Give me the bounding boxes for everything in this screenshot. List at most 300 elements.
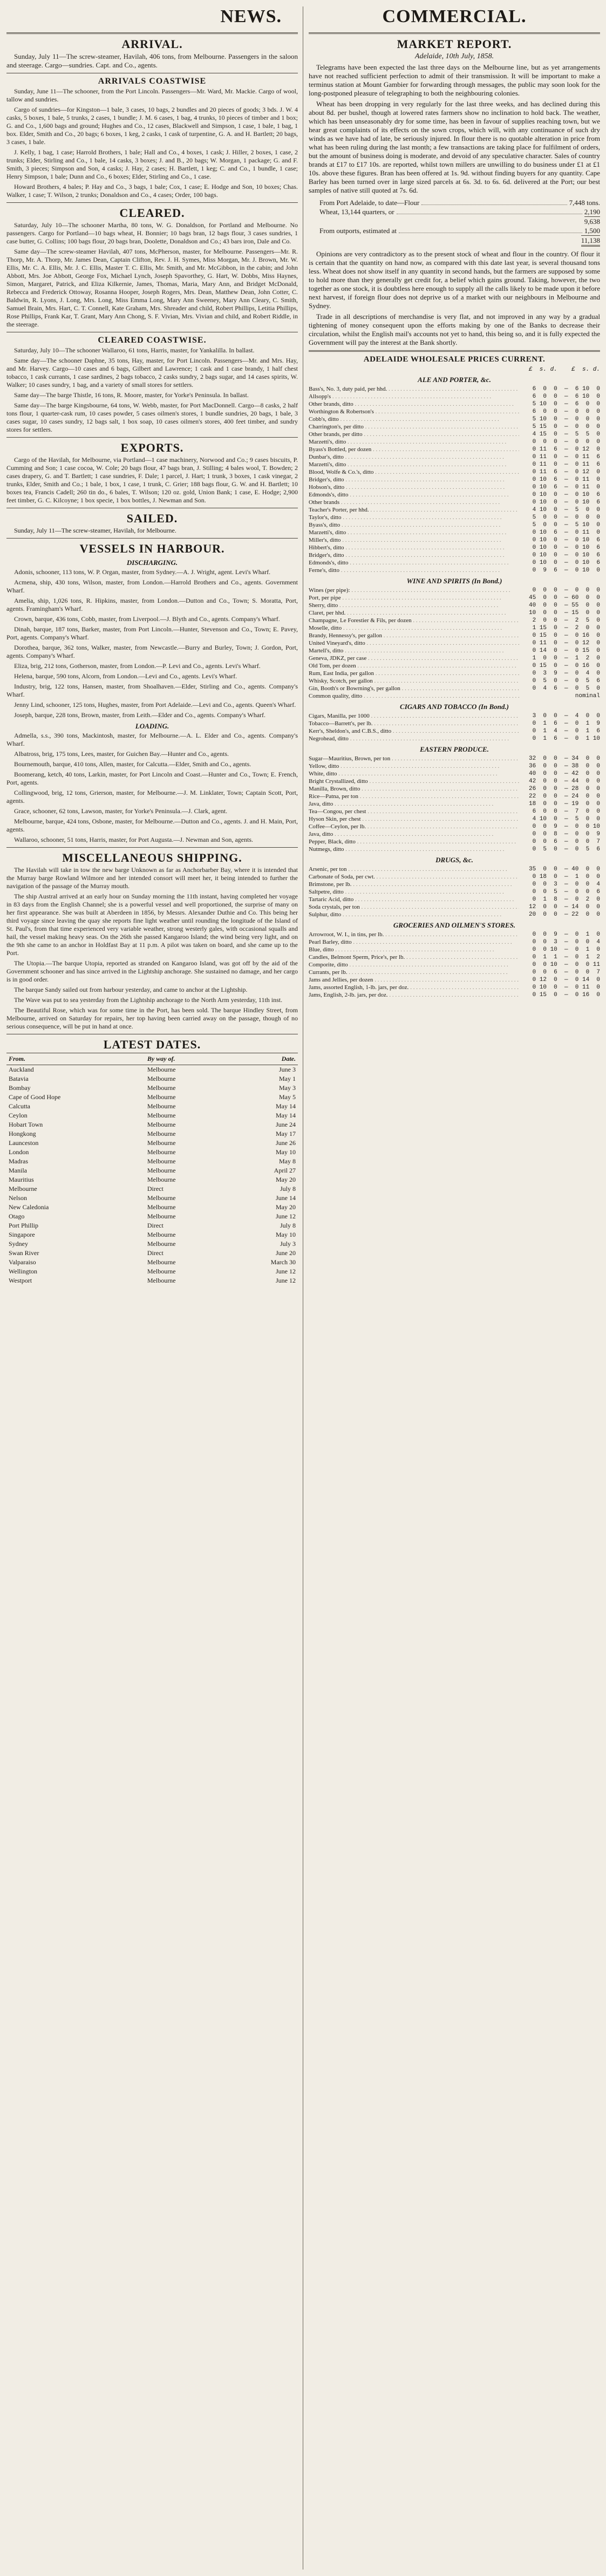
- price-item: United Vineyard's, ditto . . .: [309, 639, 519, 647]
- price-value: 0 10 0 — 0 10 6: [532, 544, 600, 551]
- price-item: Martell's, ditto . . .: [309, 647, 519, 655]
- exports-summary: [319, 198, 600, 247]
- commercial-column: [309, 5, 600, 2571]
- price-value: 0 12 0 — 0 14 0: [532, 977, 600, 983]
- price-value: 0 0 8 — 0 0 9: [532, 831, 600, 837]
- latest-dates-cell-from: Calcutta: [9, 1102, 30, 1110]
- price-value: 12 0 0 — 14 0 0: [528, 904, 600, 910]
- latest-dates-cell-from: Cape of Good Hope: [9, 1093, 61, 1101]
- latest-dates-cell-from: Swan River: [9, 1249, 39, 1257]
- price-value: 0 0 0 — 0 0 0: [532, 587, 600, 594]
- price-row: [309, 647, 600, 655]
- price-value: 0 10 6 — 0 11 0: [532, 529, 600, 536]
- latest-dates-cell-from: Bombay: [9, 1084, 31, 1092]
- arrivals-coastwise-heading: ARRIVALS COASTWISE: [98, 77, 207, 86]
- price-item: Other brands, ditto . . .: [309, 400, 519, 408]
- price-row: [309, 446, 600, 453]
- price-value: 0 3 9 — 0 4 0: [532, 670, 600, 677]
- latest-dates-cell-from: Otago: [9, 1212, 25, 1220]
- price-item: Gin, Booth's or Bowrning's, per gallon . . .: [309, 685, 519, 692]
- latest-dates-row: [6, 1166, 298, 1175]
- latest-dates-row: [6, 1065, 298, 1075]
- latest-dates-cell-date: May 20: [276, 1203, 296, 1211]
- price-row: [309, 587, 600, 594]
- latest-dates-cell-by-way: Direct: [147, 1185, 164, 1192]
- price-value: 3 0 0 — 4 0 0: [532, 713, 600, 719]
- price-item: Bridger's, ditto . . .: [309, 551, 519, 559]
- latest-dates-cell-date: July 3: [280, 1240, 296, 1248]
- price-row: [309, 903, 600, 911]
- latest-dates-cell-by-way: Melbourne: [147, 1231, 176, 1238]
- price-row: [309, 567, 600, 574]
- price-item: Byass's Bottled, per dozen . . .: [309, 446, 519, 453]
- price-item: Common quality, ditto . . .: [309, 692, 519, 700]
- latest-dates-cell-date: May 10: [276, 1148, 296, 1156]
- price-row: [309, 755, 600, 762]
- price-value: 0 1 6 — 0 1 10: [532, 735, 600, 742]
- price-item: Negrohead, ditto . . .: [309, 735, 519, 742]
- price-item: Miller's, ditto . . .: [309, 536, 519, 544]
- price-row: [309, 453, 600, 461]
- cleared-text: Saturday, July 10—The schooner Martha, 80 tons, W. G. Donaldson, for Portland and Melbourne. No passengers. Cargo for Portland—10 bags wheat, H. Bonnier; 10 bags bran, 12 bags flour, 3 cases sundries, 1 case butter, G. Collins; 100 bags flour, 20 bags bran, Doolette, Donaldson and Co.; 43 bars iron, Dale and Co. Same day—The screw-steamer Havilah, 407 tons, McPherson, master, for Melbourne. Passengers—Mr. R. Thorp, Mr. A. Thorp, Mr. James Dean, Captain Clifton, Rev. J. H. Symes, Miss Morgan, Mr. J. Brown, Mr. W. Ellis, Mr. C. A. Ellis, Mr. J. C. Ellis, Master T. C. Ellis, Mr. Smith, and Mr. McGibbon, in the cabin; and John Abbott, Mrs. Joe Abbott, George Fox, Michael Lynch, Joseph Spavorthey, G. Hart, W. Dobbs, Miss Haynes, Simon, Margaret, Patrick, and Eliza Kilkernie, James, Thomas, Maria, Mary Ann, and Bridget McDonald, Rebecca and Frederick Ottoway, Rosanna Hooper, Joseph Rogers, Mrs. Dean, Matthew Dean, John Cotter, C. Baldwin, R. Lyons, J. Long, Mrs. Long, Miss Emma Long, Mary Ann Sweeney, Mary Ann Cleary, C. Smith, Samuel Brain, Mrs. Hart, C. T. Connell, Kate Graham, Mrs. Shreader and child, Robert Phillips, Letitia Phillips, Rose Phillips, Frank Kar, T. Grant, Mary Ann Chong, S. F. Vivian, Mrs. Vivian and child, and Robert Riddle, in the steerage.: [6, 221, 298, 328]
- price-value: 4 10 0 — 5 0 0: [532, 816, 600, 822]
- price-row: [309, 655, 600, 662]
- price-value: 22 0 0 — 24 0 0: [528, 793, 600, 800]
- price-item: Marzetti's, ditto . . .: [309, 529, 519, 536]
- price-row: [309, 712, 600, 720]
- price-value: 0 18 0 — 1 0 0: [532, 874, 600, 880]
- price-row: [309, 873, 600, 881]
- price-item: Kerr's, Sheldon's, and C.B.S., ditto . . .: [309, 727, 519, 735]
- latest-dates-cell-by-way: Melbourne: [147, 1148, 176, 1156]
- market-report-heading: MARKET REPORT.: [397, 37, 512, 51]
- price-item: Bridger's, ditto . . .: [309, 476, 519, 483]
- summary-line-wheat: Wheat, 13,144 quarters, or 2,190: [319, 208, 600, 216]
- price-row: [309, 961, 600, 969]
- price-item: Other brands . . .: [309, 499, 519, 506]
- price-row: [309, 423, 600, 431]
- price-item: Brimstone, per lb. . . .: [309, 881, 519, 888]
- lsd-column-header: £ s. d. £ s. d.: [528, 366, 600, 373]
- price-value: 26 0 0 — 28 0 0: [528, 786, 600, 792]
- market-paragraph: Wheat has been dropping in very regularly for the last three weeks, and has declined during this about 8d. per bushel, though at lowered rates farmers show no inclination to hold back. The weather, which has been unseasonably dry for some time, has been in favour of supplies reaching town, but we hear great complaints of its effects on the sown crops, which will, with any continuance of such dry winds as we have had of late, be seriously injured. In flour there is no quotable alteration in price from what has been ruling during the last month; a few transactions are taking place for fulfilment of orders, but the amount of business doing is moderate, and devoid of any speculative character. Sales of country brands at £17 to £17 10s. are reported, whilst town millers are unwilling to do business under £1 at £1 10s. above these figures. Bran has been offered at 1s. 9d. without finding buyers for any quantity. Cape Barley has been turned over in large sized parcels at 6s. 3d. to 6s. 6d. delivered at the Port; our best samples of native still quoted at 7s. 6d.: [309, 100, 600, 194]
- price-value: 40 0 0 — 55 0 0: [528, 602, 600, 609]
- price-row: [309, 888, 600, 896]
- price-row: [309, 544, 600, 551]
- latest-dates-row: [6, 1120, 298, 1129]
- price-row: [309, 881, 600, 888]
- price-item: Worthington & Robertson's . . .: [309, 408, 519, 415]
- price-value: 18 0 0 — 19 0 0: [528, 801, 600, 807]
- latest-dates-cell-by-way: Melbourne: [147, 1258, 176, 1266]
- latest-dates-cell-by-way: Melbourne: [147, 1240, 176, 1248]
- price-value: 6 0 0 — 0 0 0: [532, 408, 600, 415]
- latest-dates-row: [6, 1093, 298, 1102]
- col-from: From.: [6, 1053, 145, 1065]
- section-rule: [6, 202, 298, 203]
- price-item: Manilla, Brown, ditto . . .: [309, 785, 519, 793]
- price-value: 0 10 0 — 0 10 6: [532, 499, 600, 506]
- price-item: Taylor's, ditto . . .: [309, 514, 519, 521]
- latest-dates-cell-date: May 17: [276, 1130, 296, 1137]
- masthead-rule: [309, 32, 600, 34]
- price-item: Sulphur, ditto . . .: [309, 911, 519, 918]
- price-row: [309, 408, 600, 415]
- latest-dates-cell-from: Melbourne: [9, 1185, 37, 1192]
- price-sections: [309, 376, 600, 999]
- price-value: 10 0 0 — 15 0 0: [528, 610, 600, 616]
- price-value: 5 0 0 — 5 10 0: [532, 522, 600, 528]
- price-row: [309, 559, 600, 567]
- price-row: [309, 984, 600, 991]
- price-value: 0 10 0 — 0 10 6: [532, 560, 600, 566]
- price-row: [309, 514, 600, 521]
- latest-dates-cell-date: July 8: [280, 1185, 296, 1192]
- price-item: Bass's, No. 3, duty paid, per hhd. . . .: [309, 385, 519, 393]
- price-item: Java, ditto . . .: [309, 830, 519, 838]
- price-item: Marzetti's, ditto . . .: [309, 461, 519, 468]
- price-section-title: ALE AND PORTER, &c.: [418, 376, 491, 384]
- price-item: Jams, English, 2-lb. jars, per doz. . . .: [309, 991, 519, 999]
- price-item: Port, per pipe . . .: [309, 594, 519, 602]
- price-value: 0 0 9 — 0 1 0: [532, 931, 600, 938]
- latest-dates-row: [6, 1203, 298, 1212]
- price-item: Tobacco—Barrett's, per lb. . . .: [309, 720, 519, 727]
- price-value: 0 11 6 — 0 12 0: [532, 446, 600, 453]
- price-value: 5 10 0 — 6 0 0: [532, 401, 600, 407]
- price-row: [309, 838, 600, 846]
- price-item: Soda crystals, per ton . . .: [309, 903, 519, 911]
- cleared-coastwise-text: Saturday, July 10—The schooner Wallaroo, 61 tons, Harris, master, for Yankalilla. In ballast. Same day—The schooner Daphne, 35 tons, Hay, master, for Port Lincoln. Passengers—Mr. and Mrs. Hay, and Mr. Harvey. Cargo—10 cases and 6 bags, Gilbert and Lawrence; 1 cask and 1 case brandy, 1 half chest tobacco, 1 cask currants, 1 case sardines, 2 bags tobacco, 2 casks sundry, 2 bags sugar, and 14 cases spirits, W. Walker; 10 cases sundry, 1 bag, and a variety of small stores for settlers. Same day—The barge Thistle, 16 tons, R. Moore, master, for Yorke's Peninsula. In ballast. Same day—The barge Kingsbourne, 64 tons, W. Webb, master, for Port MacDonnell. Cargo—8 casks, 2 half tons flour, 1 quarter-cask rum, 10 cases powder, 5 cases oilmen's stores, 1 bundle sundries, 20 bags, 1 bale, 3 cases sugar, 10 cases sundry, 12 bags salt, 1 box soap, 10 cases oilmen's stores, 400 feet timber, and sundry stores for settlers.: [6, 346, 298, 433]
- price-value: nominal: [575, 693, 600, 699]
- latest-dates-row: [6, 1239, 298, 1249]
- price-value: 0 1 6 — 0 1 9: [532, 720, 600, 727]
- latest-dates-cell-from: Ceylon: [9, 1112, 28, 1119]
- latest-dates-row: [6, 1212, 298, 1221]
- price-value: 0 11 0 — 0 11 6: [532, 454, 600, 460]
- price-section-title: DRUGS, &c.: [435, 856, 473, 864]
- price-item: Tartaric Acid, ditto . . .: [309, 896, 519, 903]
- price-item: Blood, Wolfe & Co.'s, ditto . . .: [309, 468, 519, 476]
- price-section-title: WINE AND SPIRITS (In Bond.): [406, 577, 502, 585]
- price-value: 0 1 4 — 0 1 6: [532, 728, 600, 734]
- price-row: [309, 506, 600, 514]
- price-row: [309, 438, 600, 446]
- price-item: Sugar—Mauritius, Brown, per ton . . .: [309, 755, 519, 762]
- latest-dates-cell-date: June 14: [276, 1194, 296, 1202]
- price-row: [309, 692, 600, 700]
- latest-dates-cell-date: June 20: [276, 1249, 296, 1257]
- latest-dates-cell-by-way: Melbourne: [147, 1157, 176, 1165]
- price-value: 0 10 0 — 0 10 6: [532, 552, 600, 558]
- shipping-column: [6, 5, 298, 2571]
- price-value: 6 0 0 — 6 10 0: [532, 386, 600, 392]
- price-row: [309, 431, 600, 438]
- latest-dates-cell-from: Batavia: [9, 1075, 29, 1082]
- price-item: Jams, assorted English, 1-lb. jars, per doz. . . .: [309, 984, 519, 991]
- price-value: 5 10 0 — 0 0 0: [532, 416, 600, 422]
- price-row: [309, 735, 600, 742]
- summary-line-outports: From outports, estimated at 1,500: [319, 227, 600, 235]
- price-item: Jams and Jellies, per dozen . . .: [309, 976, 519, 984]
- price-row: [309, 938, 600, 946]
- price-item: Arrowroot, W. I., in tins, per lb. . . .: [309, 931, 519, 938]
- price-row: [309, 609, 600, 617]
- price-value: 0 15 0 — 0 16 0: [532, 632, 600, 639]
- latest-dates-cell-date: June 12: [276, 1267, 296, 1275]
- price-value: 0 0 9 — 0 0 10: [532, 823, 600, 830]
- market-paragraph: Opinions are very contradictory as to the present stock of wheat and flour in the country. Of flour it is certain that the quantity on hand now, as compared with this date last year, is several thousand tons less. Wheat does not show itself in any quantity in second hands, but the farmers are supposed by some to hold more than they generally get credit for, a belief which gains ground. Taking, however, the two together as one stock, it is doubtless here enough to supply all the calls likely to be made upon it before next harvest, if foreign flour does not deprive us of a market with our neighbours in Melbourne and Sydney.: [309, 250, 600, 310]
- price-item: Tea—Congou, per chest . . .: [309, 808, 519, 815]
- latest-dates-cell-from: Valparaiso: [9, 1258, 36, 1266]
- price-row: [309, 529, 600, 536]
- price-row: [309, 594, 600, 602]
- price-value: 0 0 3 — 0 0 4: [532, 881, 600, 888]
- price-value: 4 10 0 — 5 0 0: [532, 507, 600, 513]
- latest-dates-cell-date: May 8: [279, 1157, 296, 1165]
- price-row: [309, 632, 600, 639]
- price-value: 0 15 0 — 0 16 0: [532, 992, 600, 998]
- price-value: 1 0 0 — 1 2 0: [532, 655, 600, 662]
- latest-dates-cell-by-way: Melbourne: [147, 1176, 176, 1183]
- price-item: Cobb's, ditto . . .: [309, 415, 519, 423]
- price-item: Bright Crystallized, ditto . . .: [309, 778, 519, 785]
- latest-dates-header-row: [6, 1053, 298, 1065]
- latest-dates-cell-from: Port Phillip: [9, 1222, 39, 1229]
- price-row: [309, 720, 600, 727]
- price-item: Allsopp's . . .: [309, 393, 519, 400]
- price-row: [309, 551, 600, 559]
- price-item: Geneva, JDKZ, per case . . .: [309, 655, 519, 662]
- market-report-dateline: Adelaide, 10th July, 1858.: [414, 52, 494, 60]
- latest-dates-cell-by-way: Melbourne: [147, 1112, 176, 1119]
- price-item: Byass's, ditto . . .: [309, 521, 519, 529]
- price-row: [309, 896, 600, 903]
- price-section-title: GROCERIES AND OILMEN'S STORES.: [393, 921, 516, 929]
- latest-dates-row: [6, 1111, 298, 1120]
- latest-dates-row: [6, 1129, 298, 1139]
- price-item: Dunbar's, ditto . . .: [309, 453, 519, 461]
- latest-dates-cell-date: May 10: [276, 1231, 296, 1238]
- misc-heading: MISCELLANEOUS SHIPPING.: [62, 851, 242, 864]
- price-row: [309, 521, 600, 529]
- price-value: 6 0 0 — 7 0 0: [532, 808, 600, 815]
- latest-dates-cell-by-way: Melbourne: [147, 1203, 176, 1211]
- price-row: [309, 461, 600, 468]
- price-row: [309, 483, 600, 491]
- price-row: [309, 991, 600, 999]
- col-by-way-of: By way of.: [145, 1053, 226, 1065]
- price-item: Hobson's, ditto . . .: [309, 483, 519, 491]
- section-rule: [309, 350, 600, 352]
- latest-dates-cell-by-way: Melbourne: [147, 1075, 176, 1082]
- price-value: 0 0 6 — 0 0 7: [532, 839, 600, 845]
- price-row: [309, 976, 600, 984]
- latest-dates-row: [6, 1276, 298, 1285]
- price-item: Arsenic, per ton . . .: [309, 866, 519, 873]
- price-row: [309, 639, 600, 647]
- section-rule: [6, 847, 298, 848]
- price-item: White, ditto . . .: [309, 770, 519, 778]
- price-row: [309, 491, 600, 499]
- latest-dates-cell-date: June 12: [276, 1277, 296, 1284]
- latest-dates-cell-date: May 14: [276, 1102, 296, 1110]
- price-row: [309, 808, 600, 815]
- latest-dates-cell-date: May 14: [276, 1112, 296, 1119]
- price-item: Yellow, ditto . . .: [309, 762, 519, 770]
- latest-dates-cell-date: June 26: [276, 1139, 296, 1147]
- price-value: 0 10 0 — 0 11 0: [532, 984, 600, 991]
- loading-heading: LOADING.: [135, 722, 169, 730]
- price-row: [309, 476, 600, 483]
- market-paragraph: Trade in all descriptions of merchandise is very flat, and not improved in any way by a gradual tightening of money consequent upon the efforts making by one of the Banks to decrease their circulation, whilst the English mail's accounts not yet to hand, this being so, and it is fully expected the Government will pay the interest at the Bank shortly.: [309, 312, 600, 346]
- price-row: [309, 677, 600, 685]
- price-item: Rice—Patna, per ton . . .: [309, 793, 519, 800]
- latest-dates-row: [6, 1258, 298, 1267]
- latest-dates-cell-date: May 20: [276, 1176, 296, 1183]
- latest-dates-cell-by-way: Direct: [147, 1249, 164, 1257]
- latest-dates-cell-date: April 27: [274, 1167, 296, 1174]
- price-row: [309, 393, 600, 400]
- price-row: [309, 499, 600, 506]
- price-value: 0 0 10 — 0 1 0: [532, 946, 600, 953]
- price-row: [309, 385, 600, 393]
- price-item: Nutmegs, ditto . . .: [309, 846, 519, 853]
- price-row: [309, 415, 600, 423]
- price-item: Java, ditto . . .: [309, 800, 519, 808]
- latest-dates-cell-by-way: Melbourne: [147, 1212, 176, 1220]
- price-row: [309, 953, 600, 961]
- price-value: 45 0 0 — 60 0 0: [528, 595, 600, 601]
- price-value: 1 15 0 — 2 0 0: [532, 625, 600, 631]
- discharging-heading: DISCHARGING.: [126, 558, 178, 567]
- latest-dates-cell-date: May 1: [279, 1075, 296, 1082]
- latest-dates-cell-date: March 30: [270, 1258, 296, 1266]
- cleared-heading: CLEARED.: [119, 206, 185, 220]
- latest-dates-row: [6, 1221, 298, 1230]
- latest-dates-cell-from: Nelson: [9, 1194, 27, 1202]
- price-item: Saltpetre, ditto . . .: [309, 888, 519, 896]
- price-item: Coffee—Ceylon, per lb. . . .: [309, 823, 519, 830]
- latest-dates-row: [6, 1083, 298, 1093]
- latest-dates-cell-from: Westport: [9, 1277, 32, 1284]
- price-item: Carbonate of Soda, per cwt. . . .: [309, 873, 519, 881]
- latest-dates-cell-from: New Caledonia: [9, 1203, 49, 1211]
- commercial-masthead: COMMERCIAL.: [382, 6, 527, 26]
- latest-dates-row: [6, 1139, 298, 1148]
- price-value: 0 5 0 — 0 5 6: [532, 678, 600, 684]
- price-item: Sherry, ditto . . .: [309, 602, 519, 609]
- latest-dates-cell-from: Launceston: [9, 1139, 39, 1147]
- latest-dates-cell-by-way: Melbourne: [147, 1066, 176, 1073]
- arrival-text-block: Sunday, July 11—The screw-steamer, Havilah, 406 tons, from Melbourne. Passengers in the saloon and steerage. Cargo—sundries. Capt. and Co., agents.: [6, 52, 298, 69]
- price-value: 0 0 10 — 0 0 11: [532, 962, 600, 968]
- section-rule: [6, 437, 298, 438]
- latest-dates-row: [6, 1184, 298, 1194]
- latest-dates-cell-by-way: Melbourne: [147, 1194, 176, 1202]
- price-value: 0 10 0 — 0 10 6: [532, 537, 600, 543]
- price-item: Marzetti's, ditto . . .: [309, 438, 519, 446]
- latest-dates-cell-by-way: Melbourne: [147, 1121, 176, 1128]
- exports-heading: EXPORTS.: [120, 441, 184, 454]
- price-item: Teacher's Porter, per hhd. . . .: [309, 506, 519, 514]
- summary-line-subtotal: 9,638: [584, 217, 600, 226]
- price-value: 5 15 0 — 0 0 0: [532, 424, 600, 430]
- price-item: Pearl Barley, ditto . . .: [309, 938, 519, 946]
- price-value: 36 0 0 — 38 0 0: [528, 763, 600, 769]
- vessels-loading-text: Admella, s.s., 390 tons, Mackintosh, master, for Melbourne.—A. L. Elder and Co., agents. Company's Wharf. Albatross, brig, 175 tons, Lees, master, for Guichen Bay.—Hunter and Co., agents. Bournemouth, barque, 410 tons, Allen, master, for Calcutta.—Elder, Smith and Co., agents. Boomerang, ketch, 40 tons, Larkin, master, for Port Lincoln and Coast.—Hunter and Co., Town; E. French, Port, agents. Collingwood, brig, 12 tons, Grierson, master, for Melbourne.—J. M. Linklater, Town; Captain Scott, Port, agents. Grace, schooner, 62 tons, Lawson, master, for Yorke's Peninsula.—J. Clark, agent. Melbourne, barque, 424 tons, Osbone, master, for Melbourne.—Dutton and Co., agents. J. and H. Main, Port, agents. Wallaroo, schooner, 51 tons, Harris, master, for Port Augusta.—J. Newman and Son, agents.: [6, 732, 298, 843]
- price-value: 5 0 0 — 0 0 0: [532, 514, 600, 521]
- latest-dates-cell-by-way: Melbourne: [147, 1093, 176, 1101]
- latest-dates-cell-from: Auckland: [9, 1066, 34, 1073]
- latest-dates-row: [6, 1249, 298, 1258]
- price-row: [309, 931, 600, 938]
- price-item: Edmonds's, ditto . . .: [309, 559, 519, 567]
- price-value: 2 0 0 — 2 5 0: [532, 617, 600, 624]
- latest-dates-cell-from: Mauritius: [9, 1176, 34, 1183]
- latest-dates-cell-by-way: Melbourne: [147, 1167, 176, 1174]
- latest-dates-row: [6, 1267, 298, 1276]
- price-item: Comporite, ditto . . .: [309, 961, 519, 969]
- arrivals-coastwise-text: Sunday, June 11—The schooner, from the Port Lincoln. Passengers—Mr. Ward, Mr. Mackie. Cargo of wool, tallow and sundries. Cargo of sundries—for Kingston—1 bale, 3 cases, 10 bags, 2 bundles and 20 pieces of goods; 3 bds. J. W. 4 casks, 5 boxes, 1 bale, 5 trunks, 2 cases, 1 bundle; J. M. 6 cases, 1 bag, 4 trunks, 10 pieces of timber and 1 box; G. and Co., 1,600 bags and ground; Hughes and Co., 12 cases, Blackwell and Simpson, 1 case, 1 bale, 1 bag, 1 box. Elder, Smith and Co., 20 bags; 6 boxes, 1 keg, 2 casks, 1 cask of turpentine, G. A. and H. Bartlett; 20 bags, 3 cases, 1 bale. J. Kelly, 1 bag, 1 case; Harrold Brothers, 1 bale; Hall and Co., 4 boxes, 1 cask; J. Hiller, 2 boxes, 1 case, 2 trunks; Elder, Stirling and Co., 1 bale, 14 casks, 3 boxes; J. and B., 20 bags; W. Morgan, 1 package; G. and F. Smith, 3 pieces; Simpson and Son, 4 casks; J. Hay, 2 cases; H. Bartlett, 1 keg; C. and Co., 1 bundle, 1 case; Henry Simpson, 1 bale; Dunn and Co., 6 boxes; Elder, Stirling and Co., 1 case. Howard Brothers, 4 bales; P. Hay and Co., 3 bags, 1 bale; Cox, 1 case; E. Hodge and Son, 10 boxes; Chas. Walker, 1 case; T. Wilson, 2 trunks; Donaldson and Co., 4 cases; Order, 100 bags.: [6, 87, 298, 199]
- price-value: 20 0 0 — 22 0 0: [528, 911, 600, 918]
- prices-current-heading: ADELAIDE WHOLESALE PRICES CURRENT.: [363, 355, 546, 364]
- price-row: [309, 617, 600, 624]
- price-row: [309, 685, 600, 692]
- price-item: Brandy, Hennessy's, per gallon . . .: [309, 632, 519, 639]
- price-row: [309, 762, 600, 770]
- price-item: Champagne, Le Forestier & Fils, per dozen . . .: [309, 617, 519, 624]
- price-value: 0 5 0 — 0 5 6: [532, 846, 600, 853]
- latest-dates-row: [6, 1157, 298, 1166]
- price-value: 35 0 0 — 40 0 0: [528, 866, 600, 873]
- price-row: [309, 662, 600, 670]
- section-rule: [6, 538, 298, 539]
- latest-dates-cell-date: June 12: [276, 1212, 296, 1220]
- price-item: Charrington's, per ditto . . .: [309, 423, 519, 431]
- price-row: [309, 770, 600, 778]
- price-item: Whisky, Scotch, per gallon . . .: [309, 677, 519, 685]
- latest-dates-cell-from: Manila: [9, 1167, 27, 1174]
- latest-dates-row: [6, 1148, 298, 1157]
- price-row: [309, 823, 600, 830]
- price-row: [309, 670, 600, 677]
- latest-dates-table: [6, 1053, 298, 1285]
- price-value: 0 1 8 — 0 2 0: [532, 896, 600, 903]
- price-row: [309, 536, 600, 544]
- price-item: Hyson Skin, per chest . . .: [309, 815, 519, 823]
- price-item: Candles, Belmont Sperm, Price's, per lb. . . .: [309, 953, 519, 961]
- latest-dates-cell-by-way: Melbourne: [147, 1084, 176, 1092]
- price-row: [309, 400, 600, 408]
- price-value: 0 14 0 — 0 15 0: [532, 648, 600, 654]
- price-value: 6 0 0 — 6 10 0: [532, 393, 600, 400]
- price-row: [309, 911, 600, 918]
- latest-dates-cell-by-way: Melbourne: [147, 1139, 176, 1147]
- misc-shipping-text: The Havilah will take in tow the new barge Unknown as far as Anchorbarber Bay, where it is intended that the Murray barge Rowland Wilmore and her intended consort will meet her, it being intended to further the navigation of the passage of the Murray mouth. The ship Austral arrived at an early hour on Sunday morning the 11th instant, having completed her voyage in 83 days from the English Channel; she is a powerful vessel and well proportioned, the surprise of many on her first appearance. She was built at Aberdeen in 1856, by Messrs. Alexander Duthie and Co. This being her third voyage since leaving the quay she reports fine light weather until rounding the longitude of the Island of St. Paul's, from that time experienced very variable weather, strong westerly gales, with occasional squalls and hail, the vessel making heavy seas. On the 26th she passed Kangaroo Island; the wind being very light, and on the 9th she came to an anchor in Holdfast Bay at 11 p.m. A pilot was taken on board, and she came up to the Port. The Utopia.—The barque Utopia, reported as stranded on Kangaroo Island, was got off by the aid of the Government schooner and has since arrived in the Lightship anchorage. She sustained no damage, and her cargo is in good order. The barque Sandy sailed out from harbour yesterday, and came to anchor at the Lightship. The Wave was put to sea yesterday from the Lightship anchorage to the North Arm yesterday, 11th inst. The Beautiful Rose, which was for some time in the Port, has been sold. The barque Hindley Street, from Melbourne, arrived on Saturday for repairs, her top having been carried away on the passage, though of no serious consequence, will be put in hand at once.: [6, 866, 298, 1030]
- price-row: [309, 468, 600, 476]
- price-row: [309, 602, 600, 609]
- exports-text: Cargo of the Havilah, for Melbourne, via Portland—1 case machinery, Norwood and Co.; 9 cases biscuits, P. Cumming and Son; 1 case cocoa, W. Cole; 20 bags flour, 47 bags bran, J. Stilling; 4 bales wool, T. Bowden; 2 cases drapery, G. and T. Bartlett; 1 case sundries, F. Dale; 1 parcel, J. Hart; 1 trunk, 3 boxes, 1 cask vinegar, 2 trunks, Elder, Smith and Co.; 1 bale, 1 box, 1 case, 1 trunk, C. Grier; 188 bags flour, G. W. and H. Bartlett; 10 boxes tea, Francis Cadell; 260 tin do., 6 bales, T. Wilson; 120 oz. gold, Union Bank; 1 case, E. Hodge; 2,900 feet timber, G. C. Kilcoyne; 1 box specie, 1 box bottles, J. Newman and Son.: [6, 456, 298, 504]
- price-value: 40 0 0 — 42 0 0: [528, 771, 600, 777]
- latest-dates-cell-from: Wellington: [9, 1267, 38, 1275]
- price-value: 0 11 0 — 0 11 6: [532, 461, 600, 468]
- latest-dates-cell-by-way: Melbourne: [147, 1277, 176, 1284]
- vessels-heading: VESSELS IN HARBOUR.: [79, 542, 225, 555]
- price-item: Edmonds's, ditto . . .: [309, 491, 519, 499]
- price-row: [309, 946, 600, 953]
- latest-dates-cell-date: June 3: [279, 1066, 296, 1073]
